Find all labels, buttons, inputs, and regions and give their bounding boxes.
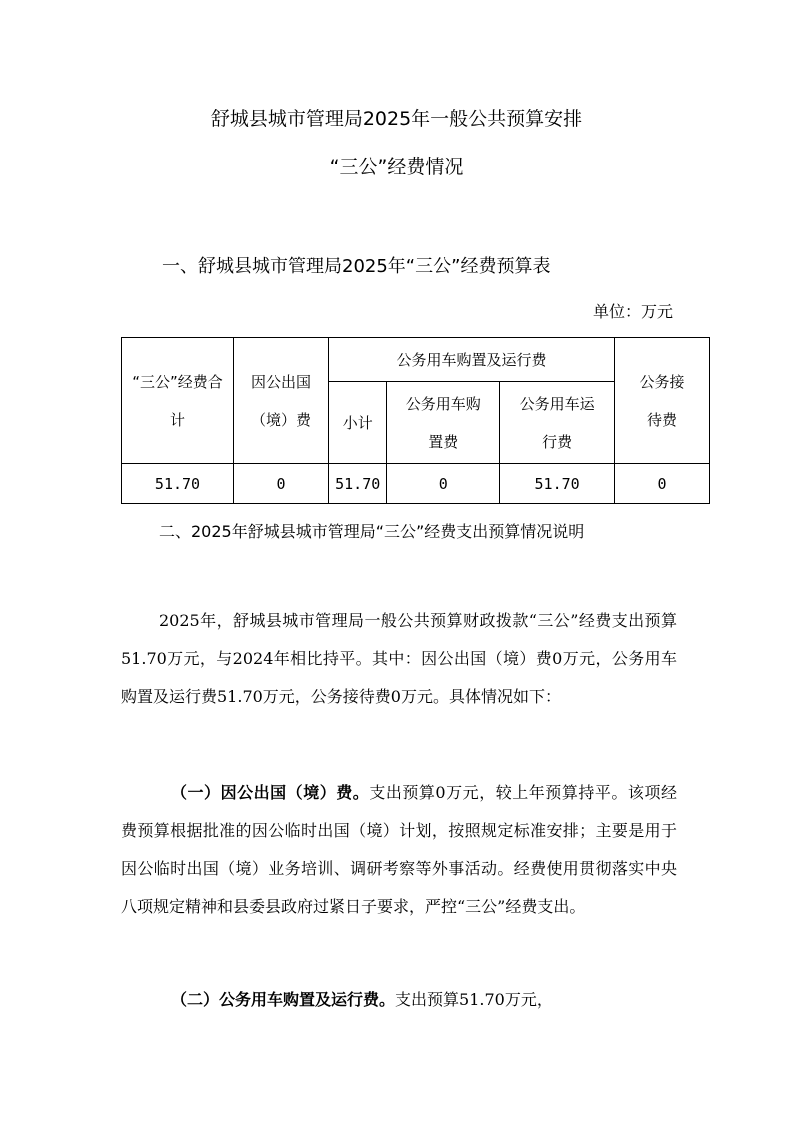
header-purchase: 公务用车购置费	[387, 382, 500, 464]
cell-abroad: 0	[234, 464, 329, 504]
header-operation: 公务用车运行费	[500, 382, 615, 464]
paragraph-abroad-body: 支出预算0万元，较上年预算持平。该项经费预算根据批准的因公临时出国（境）计划，按照规定标准安排；主要是用于因公临时出国（境）业务培训、调研考察等外事活动。经费使用贯彻落实中央八项规定精神和县委县政府过紧日子要求，严控“三公”经费支出。	[121, 783, 677, 916]
cell-subtotal: 51.70	[329, 464, 387, 504]
paragraph-vehicle	[121, 981, 677, 1019]
header-abroad: 因公出国（境）费	[234, 338, 329, 464]
cell-operation: 51.70	[500, 464, 615, 504]
section2-heading: 二、2025年舒城县城市管理局“三公”经费支出预算情况说明	[159, 522, 585, 541]
paragraph-abroad-lead: （一）因公出国（境）费。	[171, 783, 370, 802]
header-total: “三公”经费合计	[122, 338, 234, 464]
cell-purchase: 0	[387, 464, 500, 504]
paragraph-summary: 2025年，舒城县城市管理局一般公共预算财政拨款“三公”经费支出预算51.70万元，与2024年相比持平。其中：因公出国（境）费0万元，公务用车购置及运行费51.70万元，公务接待费0万元。具体情况如下：	[121, 611, 677, 706]
paragraph-vehicle-lead: （二）公务用车购置及运行费。	[171, 990, 396, 1009]
unit-label: 单位：万元	[592, 302, 673, 321]
cell-reception: 0	[615, 464, 710, 504]
cell-total: 51.70	[122, 464, 234, 504]
document-title-line1: 舒城县城市管理局2025年一般公共预算安排	[210, 108, 583, 130]
header-subtotal: 小计	[329, 382, 387, 464]
header-vehicle-group: 公务用车购置及运行费	[329, 338, 615, 382]
section1-heading: 一、舒城县城市管理局2025年“三公”经费预算表	[162, 256, 551, 277]
document-title-line2: “三公”经费情况	[329, 156, 464, 178]
paragraph-vehicle-body: 支出预算51.70万元，	[395, 990, 553, 1009]
header-reception: 公务接待费	[615, 338, 710, 464]
budget-table	[121, 337, 710, 504]
paragraph-abroad	[121, 774, 677, 926]
